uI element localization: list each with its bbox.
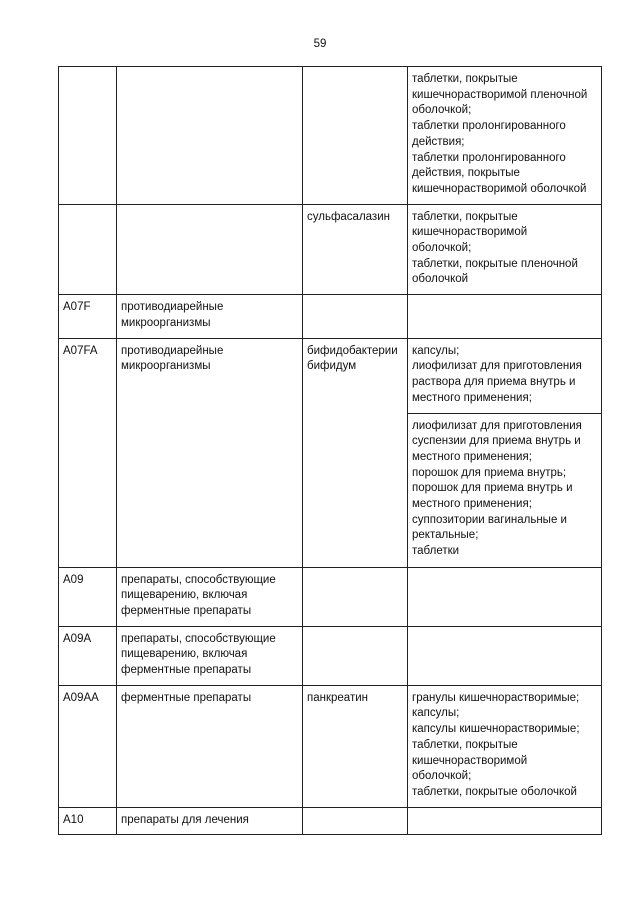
atc-code-cell: A09: [59, 567, 117, 626]
drug-table: [58, 66, 602, 835]
atc-code-cell: [59, 204, 117, 295]
dosage-forms-cell: лиофилизат для приготовления суспензии для приема внутрь и местного применения; порошок для приема внутрь; порошок для приема внутрь и местного применения; суппозитории вагинальные и ректальные; таблетки: [408, 413, 602, 567]
atc-code-cell: A09A: [59, 626, 117, 685]
drug-name-cell: [303, 295, 408, 338]
dosage-forms-cell: таблетки, покрытые кишечнорастворимой пленочной оболочкой; таблетки пролонгированного действия; таблетки пролонгированного действия, покрытые кишечнорастворимой оболочкой: [408, 67, 602, 205]
atc-code-cell: A07FA: [59, 338, 117, 567]
drug-name-cell: [303, 567, 408, 626]
drug-name-cell: панкреатин: [303, 685, 408, 807]
table-row: [59, 295, 602, 338]
dosage-forms-cell: [408, 807, 602, 835]
dosage-forms-cell: [408, 295, 602, 338]
group-name-cell: ферментные препараты: [117, 685, 303, 807]
group-name-cell: препараты, способствующие пищеварению, включая ферментные препараты: [117, 626, 303, 685]
dosage-forms-cell: [408, 626, 602, 685]
table-row: [59, 567, 602, 626]
table-row: [59, 807, 602, 835]
atc-code-cell: A07F: [59, 295, 117, 338]
table-row: [59, 204, 602, 295]
atc-code-cell: [59, 67, 117, 205]
dosage-forms-cell: [408, 567, 602, 626]
dosage-forms-cell: гранулы кишечнорастворимые; капсулы; капсулы кишечнорастворимые; таблетки, покрытые кишечнорастворимой оболочкой; таблетки, покрытые оболочкой: [408, 685, 602, 807]
drug-name-cell: [303, 626, 408, 685]
group-name-cell: противодиарейные микроорганизмы: [117, 338, 303, 567]
page-number: 59: [313, 38, 327, 50]
drug-name-cell: [303, 67, 408, 205]
group-name-cell: [117, 67, 303, 205]
group-name-cell: [117, 204, 303, 295]
atc-code-cell: A09AA: [59, 685, 117, 807]
group-name-cell: препараты для лечения: [117, 807, 303, 835]
dosage-forms-cell: таблетки, покрытые кишечнорастворимой оболочкой; таблетки, покрытые пленочной оболочкой: [408, 204, 602, 295]
table-row: [59, 338, 602, 413]
table-row: [59, 626, 602, 685]
drug-name-cell: сульфасалазин: [303, 204, 408, 295]
table-row: [59, 67, 602, 205]
group-name-cell: препараты, способствующие пищеварению, включая ферментные препараты: [117, 567, 303, 626]
drug-name-cell: [303, 807, 408, 835]
table-row: [59, 685, 602, 807]
atc-code-cell: A10: [59, 807, 117, 835]
group-name-cell: противодиарейные микроорганизмы: [117, 295, 303, 338]
drug-name-cell: бифидобактерии бифидум: [303, 338, 408, 567]
dosage-forms-cell: капсулы; лиофилизат для приготовления раствора для приема внутрь и местного применения;: [408, 338, 602, 413]
